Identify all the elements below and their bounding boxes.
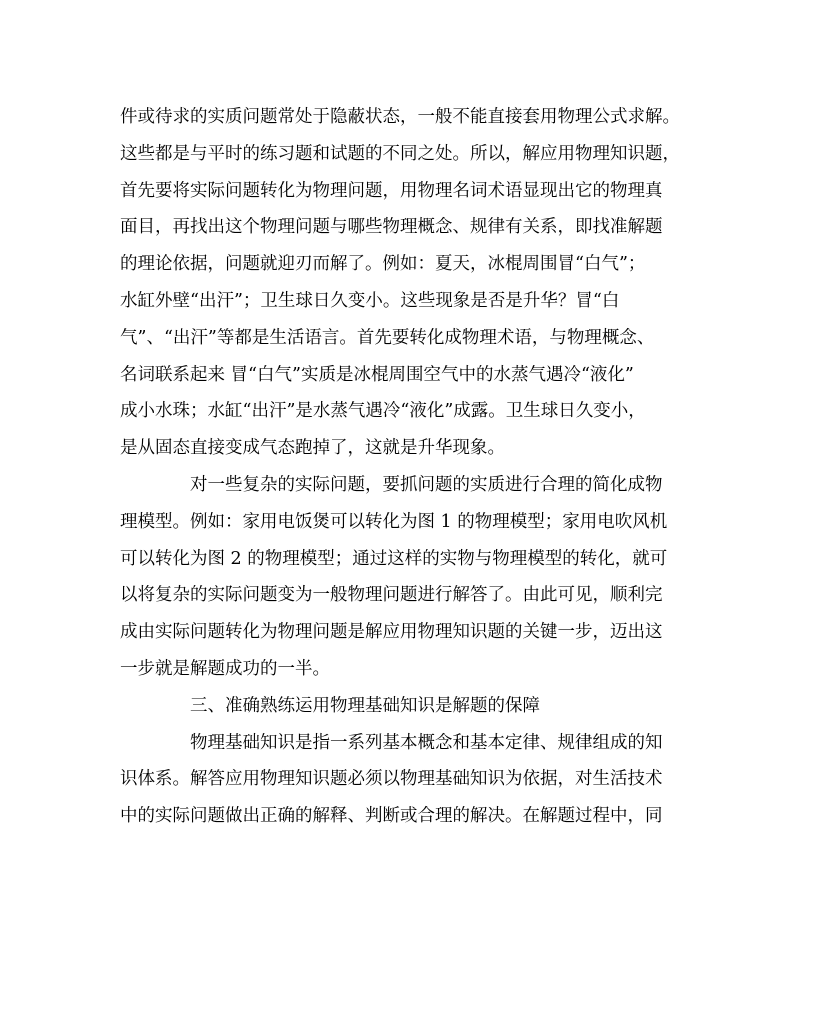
text-line: 一步就是解题成功的一半。: [120, 658, 330, 679]
text-line: 的理论依据，问题就迎刃而解了。例如：夏天，冰棍周围冒“白气”；: [120, 254, 646, 275]
text-line: 识体系。解答应用物理知识题必须以物理基础知识为依据，对生活技术: [120, 769, 663, 790]
heading-line: 三、准确熟练运用物理基础知识是解题的保障: [190, 695, 540, 716]
text-line: 以将复杂的实际问题变为一般物理问题进行解答了。由此可见，顺利完: [120, 585, 663, 606]
text-line: 名词联系起来 冒“白气”实质是冰棍周围空气中的水蒸气遇冷“液化”: [120, 364, 634, 385]
text-line: 水缸外壁“出汗”；卫生球日久变小。这些现象是否是升华？冒“白: [120, 290, 620, 311]
paragraph-3: [120, 725, 696, 835]
text-line: 件或待求的实质问题常处于隐蔽状态，一般不能直接套用物理公式求解。: [120, 107, 680, 127]
text-line: 可以转化为图 2 的物理模型；通过这样的实物与物理模型的转化，就可: [120, 548, 668, 569]
paragraph-2: [120, 467, 696, 688]
text-line: 气”、“出汗”等都是生活语言。首先要转化成物理术语，与物理概念、: [120, 327, 655, 348]
text-line: 成小水珠；水缸“出汗”是水蒸气遇冷“液化”成露。卫生球日久变小，: [120, 401, 646, 422]
text-line: 理模型。例如：家用电饭煲可以转化为图 1 的物理模型；家用电吹风机: [120, 511, 668, 532]
text-line: 面目，再找出这个物理问题与哪些物理概念、规律有关系，即找准解题: [120, 217, 663, 238]
text-line: 这些都是与平时的练习题和试题的不同之处。所以，解应用物理知识题，: [120, 143, 680, 164]
text-line: 中的实际问题做出正确的解释、判断或合理的解决。在解题过程中，同: [120, 806, 663, 827]
text-line: 是从固态直接变成气态跑掉了，这就是升华现象。: [120, 438, 505, 459]
text-line-indented: 物理基础知识是指一系列基本概念和基本定律、规律组成的知: [190, 732, 663, 753]
text-line-indented: 对一些复杂的实际问题，要抓问题的实质进行合理的简化成物: [190, 474, 663, 495]
document-body: [120, 99, 696, 835]
section-heading: [120, 688, 696, 725]
text-line: 成由实际问题转化为物理问题是解应用物理知识题的关键一步，迈出这: [120, 622, 663, 643]
text-line: 首先要将实际问题转化为物理问题，用物理名词术语显现出它的物理真: [120, 180, 663, 201]
paragraph-1: [120, 99, 696, 467]
